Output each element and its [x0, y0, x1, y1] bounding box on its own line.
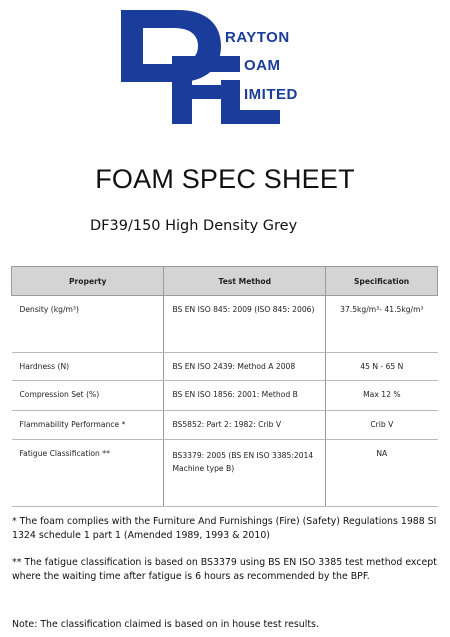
footnote-flammability: * The foam complies with the Furniture And Furnishings (Fire) (Safety) Regulations 1988 SI 1324 schedule 1 part 1 (Amended 1989, 1993 & 2010) — [12, 516, 437, 541]
cell-property: Density (kg/m³) — [12, 296, 164, 353]
header-property: Property — [12, 267, 164, 296]
logo-word-oam: OAM — [244, 57, 281, 74]
header-test-method: Test Method — [164, 267, 326, 296]
table-row — [12, 296, 438, 353]
logo-word-imited: IMITED — [244, 86, 298, 103]
cell-method: BS EN ISO 2439: Method A 2008 — [164, 353, 326, 381]
table-row — [12, 353, 438, 381]
cell-spec: 37.5kg/m³- 41.5kg/m³ — [326, 296, 438, 353]
cell-property: Fatigue Classification ** — [12, 440, 164, 507]
cell-property: Flammability Performance * — [12, 411, 164, 440]
spec-table — [11, 266, 438, 507]
cell-spec: Max 12 % — [326, 381, 438, 411]
cell-property: Compression Set (%) — [12, 381, 164, 411]
cell-method: BS EN ISO 845: 2009 (ISO 845: 2006) — [164, 296, 326, 353]
header-specification: Specification — [326, 267, 438, 296]
drayton-foam-logo — [0, 0, 450, 130]
cell-spec: Crib V — [326, 411, 438, 440]
cell-method: BS5852: Part 2: 1982: Crib V — [164, 411, 326, 440]
logo-word-rayton: RAYTON — [225, 29, 290, 46]
table-row — [12, 381, 438, 411]
table-header-row — [12, 267, 438, 296]
cell-method: BS3379: 2005 (BS EN ISO 3385:2014 Machine type B) — [164, 440, 326, 507]
footnote-classification: Note: The classification claimed is based on in house test results. — [12, 619, 319, 630]
cell-property: Hardness (N) — [12, 353, 164, 381]
footnote-fatigue: ** The fatigue classification is based on BS3379 using BS EN ISO 3385 test method except where the waiting time after fatigue is 6 hours as recommended by the BPF. — [12, 557, 437, 582]
cell-spec: 45 N - 65 N — [326, 353, 438, 381]
cell-spec: NA — [326, 440, 438, 507]
cell-method: BS EN ISO 1856: 2001: Method B — [164, 381, 326, 411]
product-name: DF39/150 High Density Grey — [90, 218, 298, 234]
table-row — [12, 440, 438, 507]
table-row — [12, 411, 438, 440]
page-title: FOAM SPEC SHEET — [95, 164, 355, 194]
